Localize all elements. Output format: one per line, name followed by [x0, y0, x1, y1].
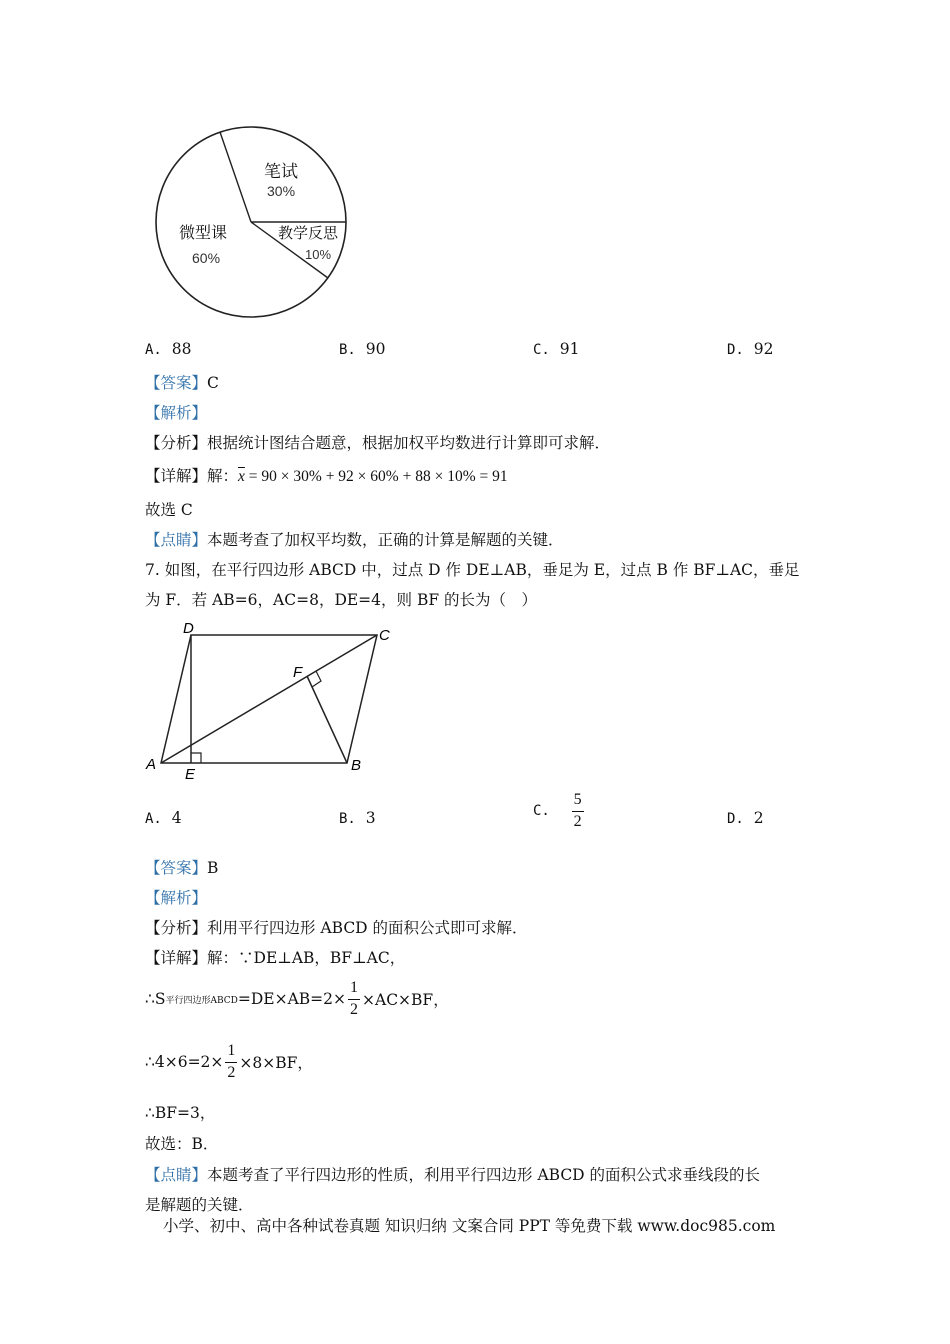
q7-answer: 【答案】B — [145, 859, 219, 877]
q7-option-c: C. $\frac{5}{2}$ — [533, 791, 582, 830]
q6-comment: 【点睛】本题考查了加权平均数，正确的计算是解题的关键． — [145, 531, 564, 549]
pie-percent-microlesson: 60% — [192, 250, 221, 266]
q6-option-a: A. 88 — [145, 340, 192, 358]
q6-detail: 【详解】解：$\overline{x} = 90 \times 30\% + 92 \times 60\% + 88 \times 10\% = 91$ — [145, 467, 508, 485]
label-a: A — [146, 756, 157, 773]
q6-fenxi: 【分析】根据统计图结合题意，根据加权平均数进行计算即可求解． — [145, 434, 611, 452]
q6-option-c: C. 91 — [533, 340, 580, 358]
q6-analysis: 【解析】 — [145, 404, 208, 422]
pie-label-microlesson: 微型课 — [179, 225, 228, 242]
q7-analysis: 【解析】 — [145, 889, 208, 907]
q7-comment-line2: 是解题的关键． — [145, 1196, 254, 1214]
q7-option-d: D. 2 — [727, 809, 764, 827]
q6-answer: 【答案】C — [145, 374, 219, 392]
q7-comment-line1: 【点睛】本题考查了平行四边形的性质，利用平行四边形 ABCD 的面积公式求垂线段的长 — [145, 1166, 761, 1184]
q7-step1: ∴S 平行四边形ABCD =DE×AB=2× $\frac{1}{2}$ ×AC×BF， — [145, 979, 449, 1018]
q7-option-b: B. 3 — [339, 809, 376, 827]
label-b: B — [351, 757, 362, 774]
q6-choose: 故选 C — [145, 501, 193, 519]
q7-step3: ∴BF=3， — [145, 1104, 216, 1122]
diagonal-ac — [161, 635, 377, 763]
q7-option-a: A. 4 — [145, 809, 182, 827]
pie-percent-written: 30% — [267, 183, 296, 199]
q7-stem-line1: 7. 如图，在平行四边形 ABCD 中，过点 D 作 DE⊥AB，垂足为 E，过点 B 作 BF⊥AC，垂足 — [145, 561, 800, 579]
right-angle-e — [191, 753, 201, 763]
pie-label-written: 笔试 — [264, 162, 298, 181]
pie-label-reflection: 教学反思 — [278, 225, 339, 242]
parallelogram-figure — [140, 615, 400, 785]
q7-choose: 故选：B． — [145, 1135, 219, 1153]
pie-chart — [150, 125, 354, 321]
q6-option-b: B. 90 — [339, 340, 386, 358]
label-d: D — [183, 620, 194, 637]
q7-fenxi: 【分析】利用平行四边形 ABCD 的面积公式即可求解． — [145, 919, 528, 937]
pie-percent-reflection: 10% — [305, 247, 332, 262]
label-f: F — [293, 664, 303, 681]
q7-step2: ∴4×6=2× $\frac{1}{2}$ ×8×BF， — [145, 1042, 313, 1081]
page-footer: 小学、初中、高中各种试卷真题 知识归纳 文案合同 PPT 等免费下载 www.doc985.com — [163, 1217, 776, 1235]
label-e: E — [185, 766, 196, 783]
label-c: C — [379, 627, 390, 644]
q6-option-d: D. 92 — [727, 340, 774, 358]
q7-stem-line2: 为 F．若 AB=6，AC=8，DE=4，则 BF 的长为（ ） — [145, 591, 538, 609]
segment-bf — [307, 676, 347, 763]
q7-detail: 【详解】解：∵DE⊥AB，BF⊥AC， — [145, 949, 406, 967]
